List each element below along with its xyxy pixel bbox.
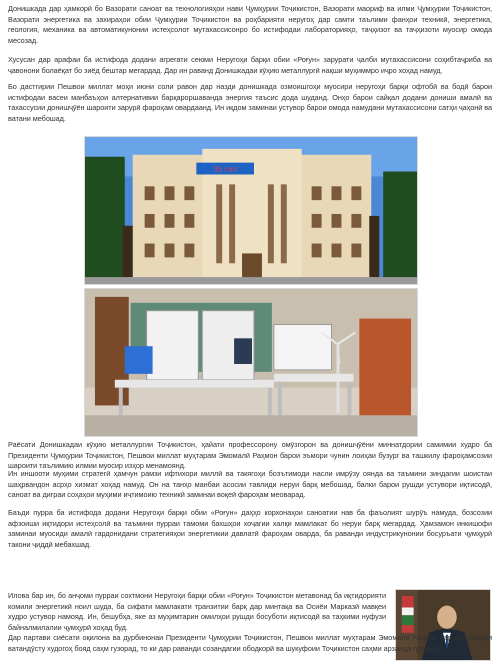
paragraph-7: Илова бар ин, бо анҷоми пурраи сохтмони Неругоҳи барқи обии «Роғун» Тоҷикистон метавонад ба иқтидорияти комили энергетикӣ ноил шуда, ба сифати мамлакати транзитии барқ дар минтақа ва Осиёи Марказӣ мавқеи худро устувор намояд. Ин, бешубҳа, яке аз муҳимтарин омилҳои рушди босуботи иқтисодӣ ва таҳкими нуфузи байналмилалии ҷумҳурӣ хоҳад буд. — [8, 591, 386, 632]
paragraph-8: Дар партави сиёсати оқилона ва дурбинонаи Президенти Ҷумҳурии Тоҷикистон, Пешвои миллат муҳтарам Эмомалӣ Раҳмон ҳар шаҳрванди ватандӯсту худогоҳ бояд саҳм гузорад, то ки дар раванди созандагии ободкорӣ ва шукуфоии Тоҷикистон саҳми арзанда гузорад. — [8, 633, 492, 653]
paragraph-1: Донишкада дар ҳамкорӣ бо Вазорати саноат ва технологияҳои нави Ҷумҳурии Тоҷикистон, Вазорати маориф ва илми Ҷумҳурии Тоҷикистон, Вазорати энергетика ва захираҳои обии Ҷумҳурии Тоҷикистон ва роҳбарияти неругоҳ дар самти таълими фанҳои техникӣ, энергетика, геология, механика ва автоматикунонии истеҳсолот мутахассисонро бо истифодаи лабораторияҳо, таҷҳизот ва таҷҳизоти муосир омода месозад. — [8, 4, 492, 45]
banner-text: 35 сол — [213, 165, 237, 174]
paragraph-6: Баъди пурра ба истифода додани Неругоҳи барқи обии «Роғун» даҳҳо корхонаҳои саноатии нав ба фаъолият шурӯъ намуда, бозсозии афзоиши иқтидори истеҳсолӣ ва таъмини пурраи тамоми бахшҳои хоҷагии халқи мамлакат бо неруи барқ мегардад. Ҳамзамон инкишофи заминаи муосиди амалӣ гардонидани стратегияҳои энергетикии давлатӣ фароҳам оварда, ба раванди индустрикунонии босуръати ҷумҳурӣ такони ҷиддӣ мебахшад. — [8, 508, 492, 549]
paragraph-5: Ин иншооти муҳими стратегӣ ҳамчун рамзи ифтихори миллӣ ва такягоҳи боэътимоди насли имрӯзу оянда ва таъмини зиндагии шоистаи шаҳрвандон асрҳо хизмат хоҳад намуд. Он на танҳо манбаи асосии тавлиди неруи барқ мебошад, балки барои рушди устувори иқтисодӣ, саноат ва диграи соҳаҳои муҳими иҷтимоию техникӣ заминаи воқеӣ фароҳам меоварад. — [8, 469, 492, 500]
paragraph-3: Бо дастгирии Пешвои миллат моҳи июни соли равон дар назди донишкада озмоишгоҳи муосири неругоҳи барқи офтобӣ ва бодӣ барои истифодаи васеи манбаъҳои алтернативии барқароршаванда энергия таъсис дода шуданд. Онҳо барои сайқал додани дониши амалӣ ва тахассусии донишҷӯён шароити зарурӣ фароҳам овардаанд. Ин иқдом заминаи устувор барои омода намудани мутахассисони сатҳи ҷаҳонӣ ва ватани мебошад. — [8, 82, 492, 123]
lab-photo-graphic — [85, 289, 417, 436]
paragraph-4: Раёсати Донишкадаи кӯҳию металлургии Тоҷикистон, ҳайати профессорону омӯзгорон ва донишҷӯёни миннатдории самимии худро ба Президенти Ҷумҳурии Тоҷикистон, Пешвои миллат муҳтарам Эмомалӣ Раҳмон барои эъмори чунин лоиҳаи бузург ва ташкилу фароҳамсозии шароити таълимию илмии муосир изҳор менамоянд. — [8, 440, 492, 471]
paragraph-2: Хусусан дар арафаи ба истифода додани агрегати сеюми Неругоҳи барқи обии «Роғун» зарурати ҷалби мутахассисони соҳибтаҷриба ва ҷавонони болаёқат бо зиёд бештар мегардад. Дар ин раванд Донишкадаи кӯҳию металлургӣ нақши муҳиммро иҷро хоҳад намуд. — [8, 55, 492, 75]
lab-equipment-photo — [84, 288, 418, 437]
university-building-photo — [84, 136, 418, 285]
building-photo-graphic — [85, 137, 417, 284]
